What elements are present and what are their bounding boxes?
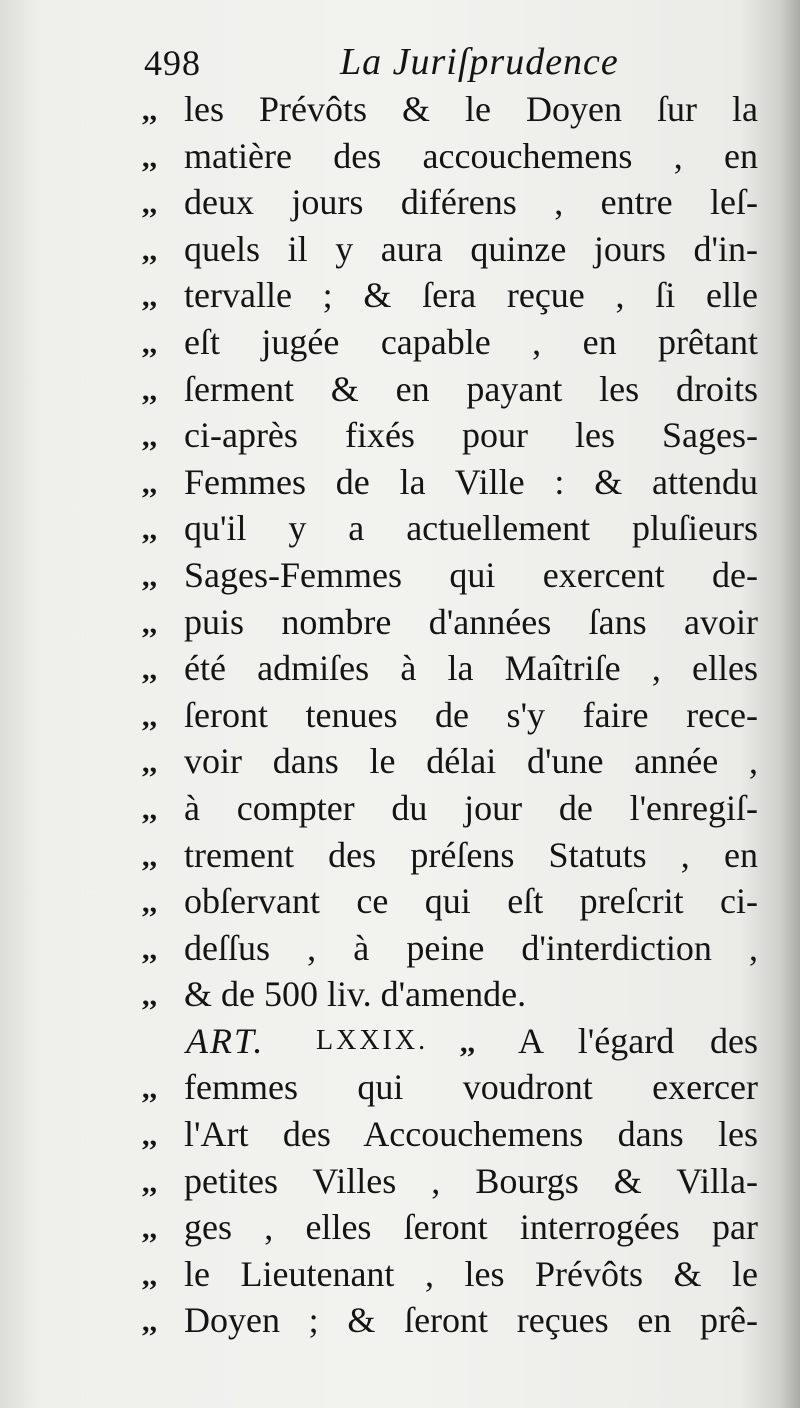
text-line <box>140 552 758 599</box>
line-text: ges , elles ſeront interrogées par <box>184 1207 758 1248</box>
article-number: LXXIX. <box>316 1024 429 1056</box>
quote-mark: ,, <box>142 653 157 687</box>
quote-mark: ,, <box>142 1212 157 1246</box>
text-line <box>140 925 758 972</box>
text-line <box>140 1158 758 1205</box>
quote-mark: ,, <box>142 932 157 966</box>
line-text: eſt jugée capable , en prêtant <box>184 321 758 362</box>
line-text: l'Art des Accouchemens dans les <box>184 1114 758 1155</box>
text-line <box>140 1064 758 1111</box>
line-text: à compter du jour de l'enregiſ- <box>184 787 758 828</box>
text-line <box>140 459 758 506</box>
text-line <box>140 505 758 552</box>
text-line <box>140 412 758 459</box>
line-text: deſſus , à peine d'interdiction , <box>184 927 758 968</box>
line-text: deux jours diférens , entre leſ- <box>184 182 758 223</box>
quote-mark: ,, <box>142 559 157 593</box>
quote-mark: ,, <box>142 140 157 174</box>
text-line <box>140 179 758 226</box>
quote-mark: ,, <box>142 1119 157 1153</box>
article-label: ART. <box>186 1020 265 1061</box>
quote-mark: ,, <box>460 1025 475 1059</box>
text-line <box>140 272 758 319</box>
text-line <box>140 226 758 273</box>
text-line <box>140 1204 758 1251</box>
text-line <box>140 645 758 692</box>
line-text: femmes qui voudront exercer <box>184 1067 758 1108</box>
quote-mark: ,, <box>142 886 157 920</box>
quote-mark: ,, <box>142 420 157 454</box>
article-heading-line <box>140 1018 758 1065</box>
quote-mark: ,, <box>142 1072 157 1106</box>
line-text: voir dans le délai d'une année , <box>184 741 758 782</box>
quote-mark: ,, <box>142 326 157 360</box>
line-text: le Lieutenant , les Prévôts & le <box>184 1253 758 1294</box>
text-line <box>140 878 758 925</box>
line-text: ſerment & en payant les droits <box>184 368 758 409</box>
quote-mark: ,, <box>142 1165 157 1199</box>
text-line <box>140 971 758 1018</box>
line-text: Doyen ; & ſeront reçues en prê- <box>184 1300 758 1341</box>
quote-mark: ,, <box>142 280 157 314</box>
line-text: été admiſes à la Maîtriſe , elles <box>184 648 758 689</box>
line-text: puis nombre d'années ſans avoir <box>184 601 758 642</box>
line-text: ci-après fixés pour les Sages- <box>184 415 758 456</box>
line-text: les Prévôts & le Doyen ſur la <box>184 89 758 129</box>
text-line <box>140 785 758 832</box>
running-title: La Juriſprudence <box>340 41 619 83</box>
quote-mark: ,, <box>142 373 157 407</box>
line-text: Femmes de la Ville : & attendu <box>184 461 758 502</box>
line-text: & de 500 liv. d'amende. <box>184 974 527 1015</box>
line-text: tervalle ; & ſera reçue , ſi elle <box>184 275 758 316</box>
quote-mark: ,, <box>142 699 157 733</box>
line-text: obſervant ce qui eſt preſcrit ci- <box>184 881 758 922</box>
text-line <box>140 133 758 180</box>
text-line <box>140 86 758 133</box>
line-text: qu'il y a actuellement pluſieurs <box>184 508 758 549</box>
quote-mark: ,, <box>142 466 157 500</box>
text-line <box>140 1297 758 1344</box>
line-text: petites Villes , Bourgs & Villa- <box>184 1160 758 1201</box>
line-text: matière des accouchemens , en <box>184 135 758 176</box>
quote-mark: ,, <box>142 187 157 221</box>
quote-mark: ,, <box>142 839 157 873</box>
quote-mark: ,, <box>142 792 157 826</box>
text-line <box>140 319 758 366</box>
line-text: ſeront tenues de s'y faire rece- <box>184 694 758 735</box>
article-opening-text: A l'égard des <box>518 1020 758 1061</box>
line-text: trement des préſens Statuts , en <box>184 834 758 875</box>
quote-mark: ,, <box>142 1305 157 1339</box>
text-line <box>140 692 758 739</box>
quote-mark: ,, <box>142 746 157 780</box>
line-text: quels il y aura quinze jours d'in- <box>184 228 758 269</box>
body-text <box>140 86 758 1344</box>
quote-mark: ,, <box>142 606 157 640</box>
text-line <box>140 738 758 785</box>
page-header <box>144 40 764 88</box>
text-line <box>140 1111 758 1158</box>
line-text: Sages-Femmes qui exercent de- <box>184 554 758 595</box>
text-line <box>140 832 758 879</box>
quote-mark: ,, <box>142 513 157 547</box>
text-line <box>140 1251 758 1298</box>
page-number: 498 <box>144 43 201 83</box>
text-line <box>140 599 758 646</box>
quote-mark: ,, <box>142 233 157 267</box>
quote-mark: ,, <box>142 1258 157 1292</box>
text-line <box>140 366 758 413</box>
quote-mark: ,, <box>142 94 157 127</box>
quote-mark: ,, <box>142 979 157 1013</box>
